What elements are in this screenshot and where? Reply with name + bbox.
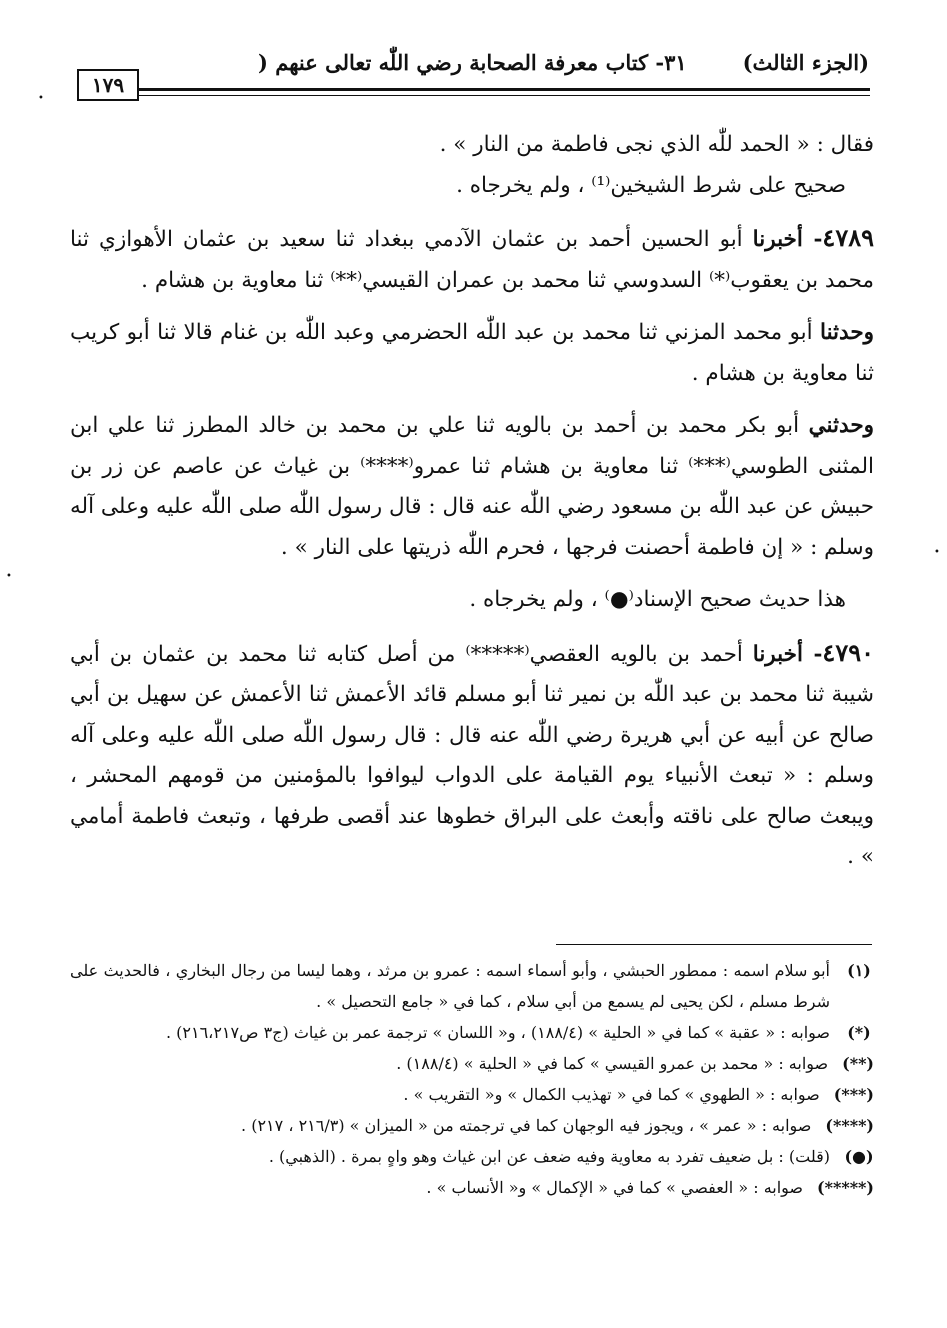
footnote-mark: (***) xyxy=(833,1085,874,1104)
footnotes xyxy=(70,955,874,1203)
footnote-mark: (●) xyxy=(844,1147,874,1166)
page-number: ١٧٩ xyxy=(77,69,139,101)
hadith-number: ٤٧٨٩ xyxy=(822,223,874,252)
footnote-text: أبو سلام اسمه : ممطور الحبشي ، وأبو أسماء اسمه : عمرو بن مرثد ، وهما ليسا من رجال البخاري ، فالحديث على شرط مسلم ، لكن يحيى لم يسمع من أبي سلام ، كما في « جامع التحصيل » . xyxy=(70,961,830,1011)
footnote-mark: (**) xyxy=(842,1054,874,1073)
paragraph-text: أبو بكر محمد بن أحمد بن بالويه ثنا علي بن محمد بن خالد المطرز ثنا علي ابن المثنى الطوسي⁽***⁾ ثنا معاوية بن هشام ثنا عمرو⁽****⁾ بن غياث عن عاصم عن زر بن حبيش عن عبد اللّٰه بن مسعود رضي اللّٰه عنه قال : قال رسول اللّٰه صلى اللّٰه عليه وعلى آله وسلم : « إن فاطمة أحصنت فرجها ، فحرم اللّٰه ذريتها على النار » . xyxy=(70,413,874,560)
hadith-text: أحمد بن بالويه العقصي⁽*****⁾ من أصل كتابه ثنا محمد بن عثمان بن أبي شيبة ثنا محمد بن عبد اللّٰه بن نمير ثنا أبو مسلم قائد الأعمش ثنا الأعمش عن سهيل بن أبي صالح عن أبيه عن أبي هريرة رضي اللّٰه عنه قال : قال رسول اللّٰه صلى اللّٰه عليه وعلى آله وسلم : « تبعث الأنبياء يوم القيامة على الدواب ليوافوا بالمؤمنين من قومهم المحشر ، ويبعث صالح على ناقته وأبعث على البراق خطوها عند أقصى طرفها ، وتبعث فاطمة أمامي » . xyxy=(70,641,874,869)
footnote-text: (قلت) : بل ضعيف تفرد به معاوية وفيه ضعف عن ابن غياث وهو واهٍ بمرة . (الذهبي) . xyxy=(268,1147,830,1166)
footnote xyxy=(70,1172,874,1203)
paragraph-lead: وحدثنا xyxy=(820,320,874,345)
paragraph-lead: وحدثني xyxy=(808,413,874,438)
footnote xyxy=(70,1048,874,1079)
footnote-text: صوابه : « الطهوي » كما في « تهذيب الكمال » و« التقريب » . xyxy=(403,1085,820,1104)
paragraph-2: صحيح على شرط الشيخين⁽¹⁾ ، ولم يخرجاه . xyxy=(456,172,846,198)
footnote xyxy=(70,1141,874,1172)
footnote-mark: (****) xyxy=(825,1116,874,1135)
footnote-mark: (١) xyxy=(847,961,871,980)
footnote xyxy=(70,1017,874,1048)
main-text xyxy=(70,125,874,878)
hadith-4790 xyxy=(70,633,874,878)
footnote xyxy=(70,1079,874,1110)
footnote-separator xyxy=(556,944,872,945)
hadith-number: ٤٧٩٠ xyxy=(822,637,874,667)
scan-speck: • xyxy=(38,93,44,104)
footnote-mark: (*) xyxy=(847,1023,871,1042)
header-rule-thin xyxy=(137,95,870,96)
paragraph-1: فقال : « الحمد للّٰه الذي نجى فاطمة من النار » . xyxy=(439,132,874,157)
header-chapter-title: ٣١- كتاب معرفة الصحابة رضي اللّٰه تعالى عنهم ( xyxy=(258,50,687,75)
hadith-lead: - أخبرنا xyxy=(752,227,823,252)
footnote-mark: (*****) xyxy=(817,1178,874,1197)
paragraph-6: هذا حديث صحيح الإسناد⁽●⁾ ، ولم يخرجاه . xyxy=(469,587,846,612)
hadith-lead: - أخبرنا xyxy=(752,641,823,667)
footnote-text: صوابه : « عقبة » كما في « الحلية » (١٨٨/٤) ، و« اللسان » ترجمة عمر بن غياث (ج٣ ص٢١٦،٢١٧) . xyxy=(165,1023,830,1042)
footnote-text: صوابه : « عمر » ، ويجوز فيه الوجهان كما في ترجمته من « الميزان » (٢١٦/٣ ، ٢١٧) . xyxy=(241,1116,812,1135)
header-volume: (الجزء الثالث) xyxy=(742,50,869,75)
scan-speck: • xyxy=(6,571,12,582)
footnote xyxy=(70,1110,874,1141)
header-rule xyxy=(137,88,870,91)
paragraph-4 xyxy=(70,313,874,394)
footnote-text: صوابه : « العفصي » كما في « الإكمال » و« الأنساب » . xyxy=(426,1178,804,1197)
hadith-4789 xyxy=(70,218,874,301)
scan-speck: • xyxy=(934,547,940,558)
footnote xyxy=(70,955,874,1017)
hadith-text: أبو الحسين أحمد بن عثمان الآدمي ببغداد ثنا سعيد بن عثمان الأهوازي ثنا محمد بن يعقوب⁽*⁾ السدوسي ثنا محمد بن عمران القيسي⁽**⁾ ثنا معاوية بن هشام . xyxy=(70,227,874,293)
paragraph-5 xyxy=(70,406,874,568)
paragraph-text: أبو محمد المزني ثنا محمد بن عبد اللّٰه الحضرمي وعبد اللّٰه بن غنام قالا ثنا أبو كريب ثنا معاوية بن هشام . xyxy=(70,320,874,386)
footnote-text: صوابه : « محمد بن عمرو القيسي » كما في « الحلية » (١٨٨/٤) . xyxy=(396,1054,829,1073)
